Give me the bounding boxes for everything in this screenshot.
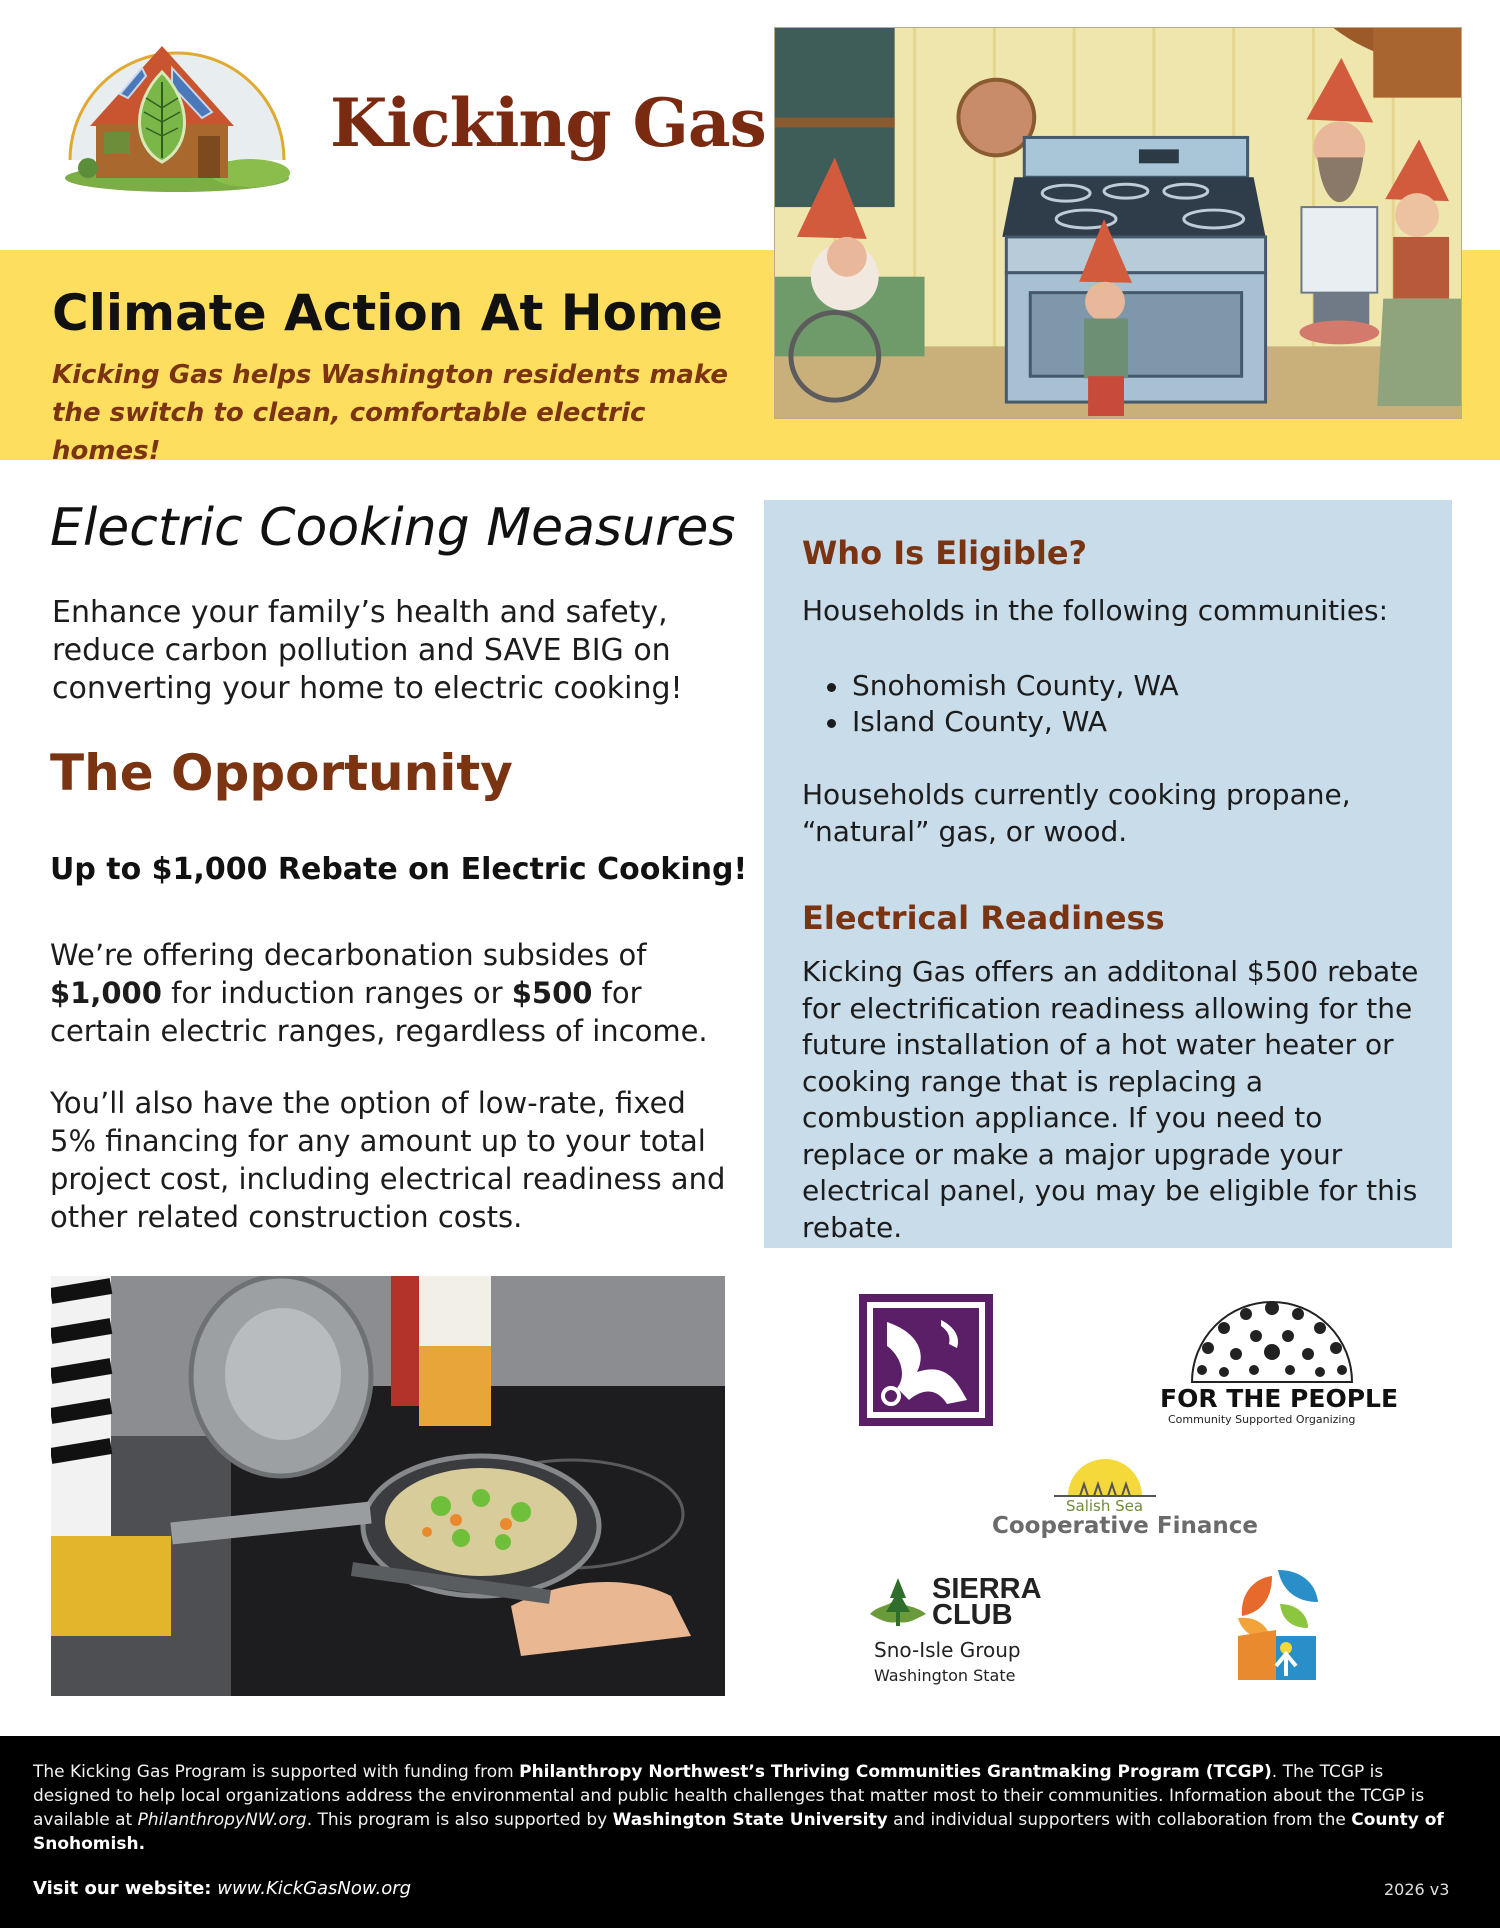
version-label: 2026 v3 [1384,1880,1450,1899]
section-title: Electric Cooking Measures [50,498,736,558]
eligibility-fuels: Households currently cooking propane, “natural” gas, or wood. [802,778,1351,848]
footer-bold: County of Snohomish. [33,1810,1444,1854]
offer-paragraph [50,936,740,1050]
salish-sea-logo-icon [1050,1456,1160,1500]
induction-cooking-photo-icon [51,1276,725,1696]
offer-amount-electric: $500 [511,976,593,1010]
salish-sea-cooperative: Cooperative Finance [992,1513,1258,1539]
offer-text: for induction ranges or [161,976,512,1010]
eligibility-heading: Who Is Eligible? [802,534,1088,572]
footer-text: . The TCGP is designed to help local organizations address the environmental and public health challenges that matter most to their communities. Information about the TCGP is available at [33,1762,1425,1830]
page-subtitle: Kicking Gas helps Washington residents make the switch to clean, comfortable electric homes! [52,360,728,466]
intro-text: Enhance your family’s health and safety, reduce carbon pollution and SAVE BIG on converting your home to electric cooking! [52,595,683,706]
rebate-headline: Up to $1,000 Rebate on Electric Cooking! [50,852,748,887]
community-list [802,668,1179,740]
for-the-people-tagline: Community Supported Organizing [1168,1413,1356,1426]
footer-funding-text [33,1760,1453,1856]
offer-amount-induction: $1,000 [50,976,162,1010]
footer-link-text: PhilanthropyNW.org [137,1810,307,1830]
house-leaf-logo-icon [62,28,292,208]
sierra-club-name: SIERRA CLUB [932,1573,1041,1631]
page-title: Climate Action At Home [52,284,723,342]
footer-text: The Kicking Gas Program is supported with funding from [33,1762,520,1782]
website-line [33,1878,411,1899]
footer-bold: Philanthropy Northwest’s Thriving Communities Grantmaking Program (TCGP) [519,1762,1272,1782]
website-label: Visit our website: [33,1878,212,1899]
for-the-people-logo-icon [1184,1292,1360,1384]
readiness-body: Kicking Gas offers an additonal $500 rebate for electrification readiness allowing for the future installation of a hot water heater or cooking range that is replacing a combustion appliance. If you need to replace or make a major upgrade your electrical panel, you may be eligible for this rebate. [802,955,1419,1244]
offer-text: We’re offering decarbonation subsides of [50,938,647,972]
sierra-club-group: Sno-Isle Group [874,1638,1021,1662]
gnome-kitchen-illustration-icon [774,27,1462,419]
for-the-people-name: FOR THE PEOPLE [1160,1384,1399,1413]
list-item: Island County, WA [802,704,1179,740]
sierra-club-logo-icon [868,1574,928,1632]
sierra-club-state: Washington State [874,1666,1016,1685]
salish-sea-name: Salish Sea [1066,1497,1144,1515]
footer-text: . This program is also supported by [306,1810,613,1830]
website-link[interactable]: www.KickGasNow.org [217,1878,412,1899]
footer-bold: Washington State University [612,1810,888,1830]
brand-name: Kicking Gas [330,84,766,162]
offer-text: for certain electric ranges, regardless of income. [50,976,708,1048]
financing-paragraph: You’ll also have the option of low-rate, fixed 5% financing for any amount up to your total project cost, including electrical readiness and other related construction costs. [50,1086,726,1234]
footer-text: and individual supporters with collaboration from the [887,1810,1352,1830]
opportunity-heading: The Opportunity [50,744,513,802]
readiness-heading: Electrical Readiness [802,899,1165,937]
list-item: Snohomish County, WA [802,668,1179,704]
heron-logo-icon [857,1292,995,1428]
tree-family-logo-icon [1232,1566,1322,1684]
eligibility-intro: Households in the following communities: [802,594,1389,627]
